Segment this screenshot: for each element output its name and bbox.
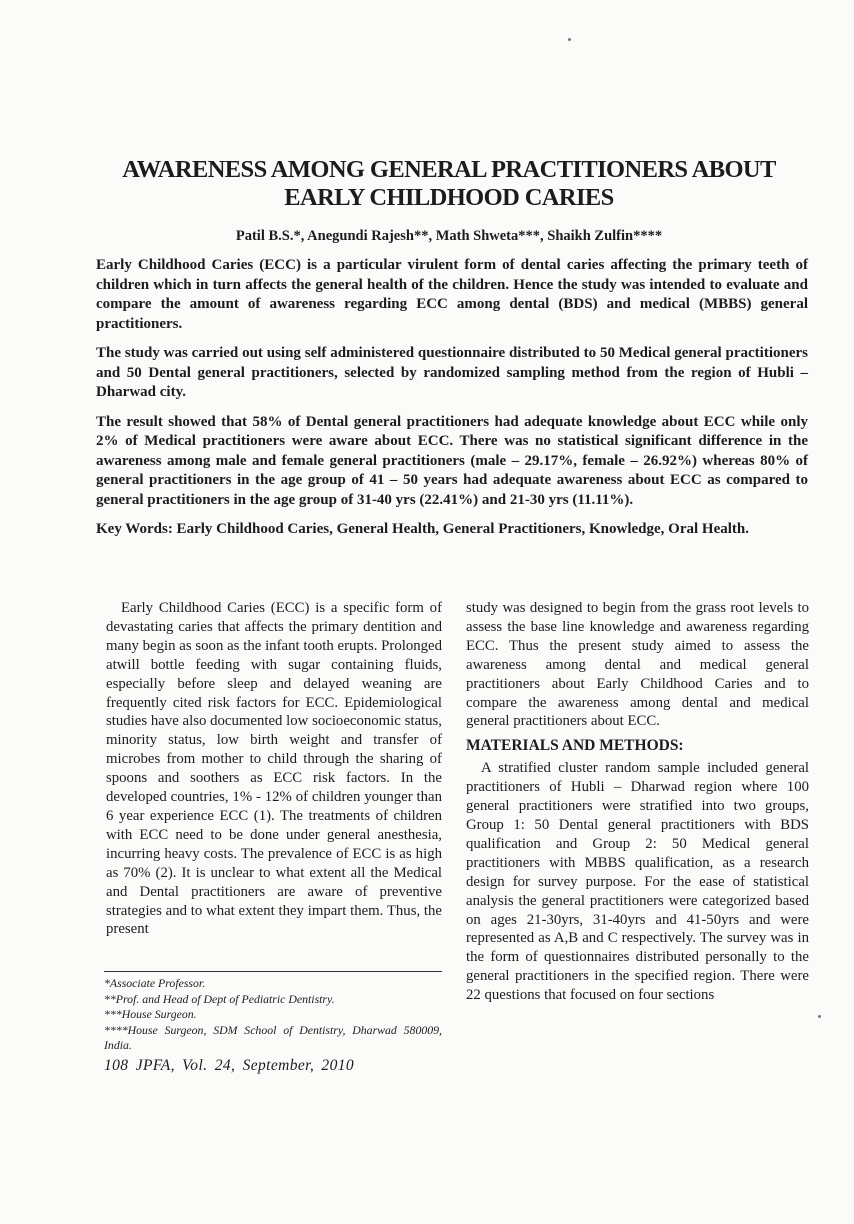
section-heading-methods: MATERIALS AND METHODS: (466, 737, 684, 755)
article-title (90, 156, 808, 212)
footnote-4: ****House Surgeon, SDM School of Dentistry, Dharwad 580009, India. (104, 1022, 442, 1053)
scan-speck (568, 38, 571, 41)
scan-speck (818, 1015, 821, 1018)
author-footnotes (104, 976, 442, 1054)
footnote-3: ***House Surgeon. (104, 1007, 197, 1022)
footnote-2: **Prof. and Head of Dept of Pediatric Dentistry. (104, 991, 335, 1006)
methods-paragraph: A stratified cluster random sample included general practitioners of Hubli – Dharwad region where 100 general practitioners were stratified into two groups, Group 1: 50 Dental general practitioners with BDS qualification and Group 2: 50 Medical general practitioners with MBBS qualification, as a research design for survey purpose. For the ease of statistical analysis the general practitioners were categorized based on ages 21-30yrs, 31-40yrs and 41-50yrs and were represented as A,B and C respectively. The survey was in the form of questionnaires distributed personally to the general practitioners in the specified region. There were 22 questions that focused on four sections (466, 760, 809, 1004)
footnote-1: *Associate Professor. (104, 976, 206, 990)
abstract (96, 256, 808, 550)
introduction-continuation: study was designed to begin from the grass root levels to assess the base line knowledge and awareness regarding ECC. Thus the present study aimed to assess the awareness among dental and medical general practitioners about Early Childhood Caries and to compare the awareness among dental and medical general practitioners about ECC. (466, 600, 809, 730)
introduction-paragraph: Early Childhood Caries (ECC) is a specific form of devastating caries that affects the primary dentition and many begin as soon as the infant tooth erupts. Prolonged atwill bottle feeding with sugar containing fluids, especially before sleep and delayed weaning are frequently cited risk factors for ECC. Epidemiological studies have also documented low socioeconomic status, minority status, low birth weight and transfer of microbes from mother to child through the sharing of spoons and soothers as ECC risk factors. In the developed countries, 1% - 12% of children younger than 6 year experience ECC (1). The treatments of children with ECC need to be done under general anesthesia, incurring heavy costs. The prevalence of ECC is as high as 70% (2). It is unclear to what extent all the Medical and Dental practitioners are aware of preventive strategies and to what extent they impart them. Thus, the present (106, 600, 442, 938)
body-column-left (106, 599, 442, 939)
page-footer-citation: 108 JPFA, Vol. 24, September, 2010 (104, 1057, 355, 1074)
abstract-paragraph-1: Early Childhood Caries (ECC) is a particular virulent form of dental caries affecting the primary teeth of children which in turn affects the general health of the children. Hence the study was intended to evaluate and compare the amount of awareness regarding ECC among dental (BDS) and medical (MBBS) general practitioners. (96, 257, 808, 332)
body-column-right (466, 599, 809, 1005)
title-line-2: EARLY CHILDHOOD CARIES (284, 184, 614, 211)
author-list: Patil B.S.*, Anegundi Rajesh**, Math Shweta***, Shaikh Zulfin**** (235, 228, 663, 244)
abstract-paragraph-3: The result showed that 58% of Dental general practitioners had adequate knowledge about ECC while only 2% of Medical practitioners were aware about ECC. There was no statistical significant difference in the awareness among male and female general practitioners (male – 29.17%, female – 26.92%) whereas 80% of general practitioners in the age group of 41 – 50 years had adequate awareness about ECC as compared to general practitioners in the age group of 31-40 yrs (22.41%) and 21-30 yrs (11.11%). (96, 413, 808, 508)
title-line-1: AWARENESS AMONG GENERAL PRACTITIONERS ABOUT (122, 156, 776, 183)
abstract-paragraph-2: The study was carried out using self administered questionnaire distributed to 50 Medical general practitioners and 50 Dental general practitioners, selected by randomized sampling method from the region of Hubli – Dharwad city. (96, 345, 808, 400)
keywords: Key Words: Early Childhood Caries, General Health, General Practitioners, Knowledge, Oral Health. (96, 521, 749, 537)
footnote-divider (104, 971, 442, 972)
